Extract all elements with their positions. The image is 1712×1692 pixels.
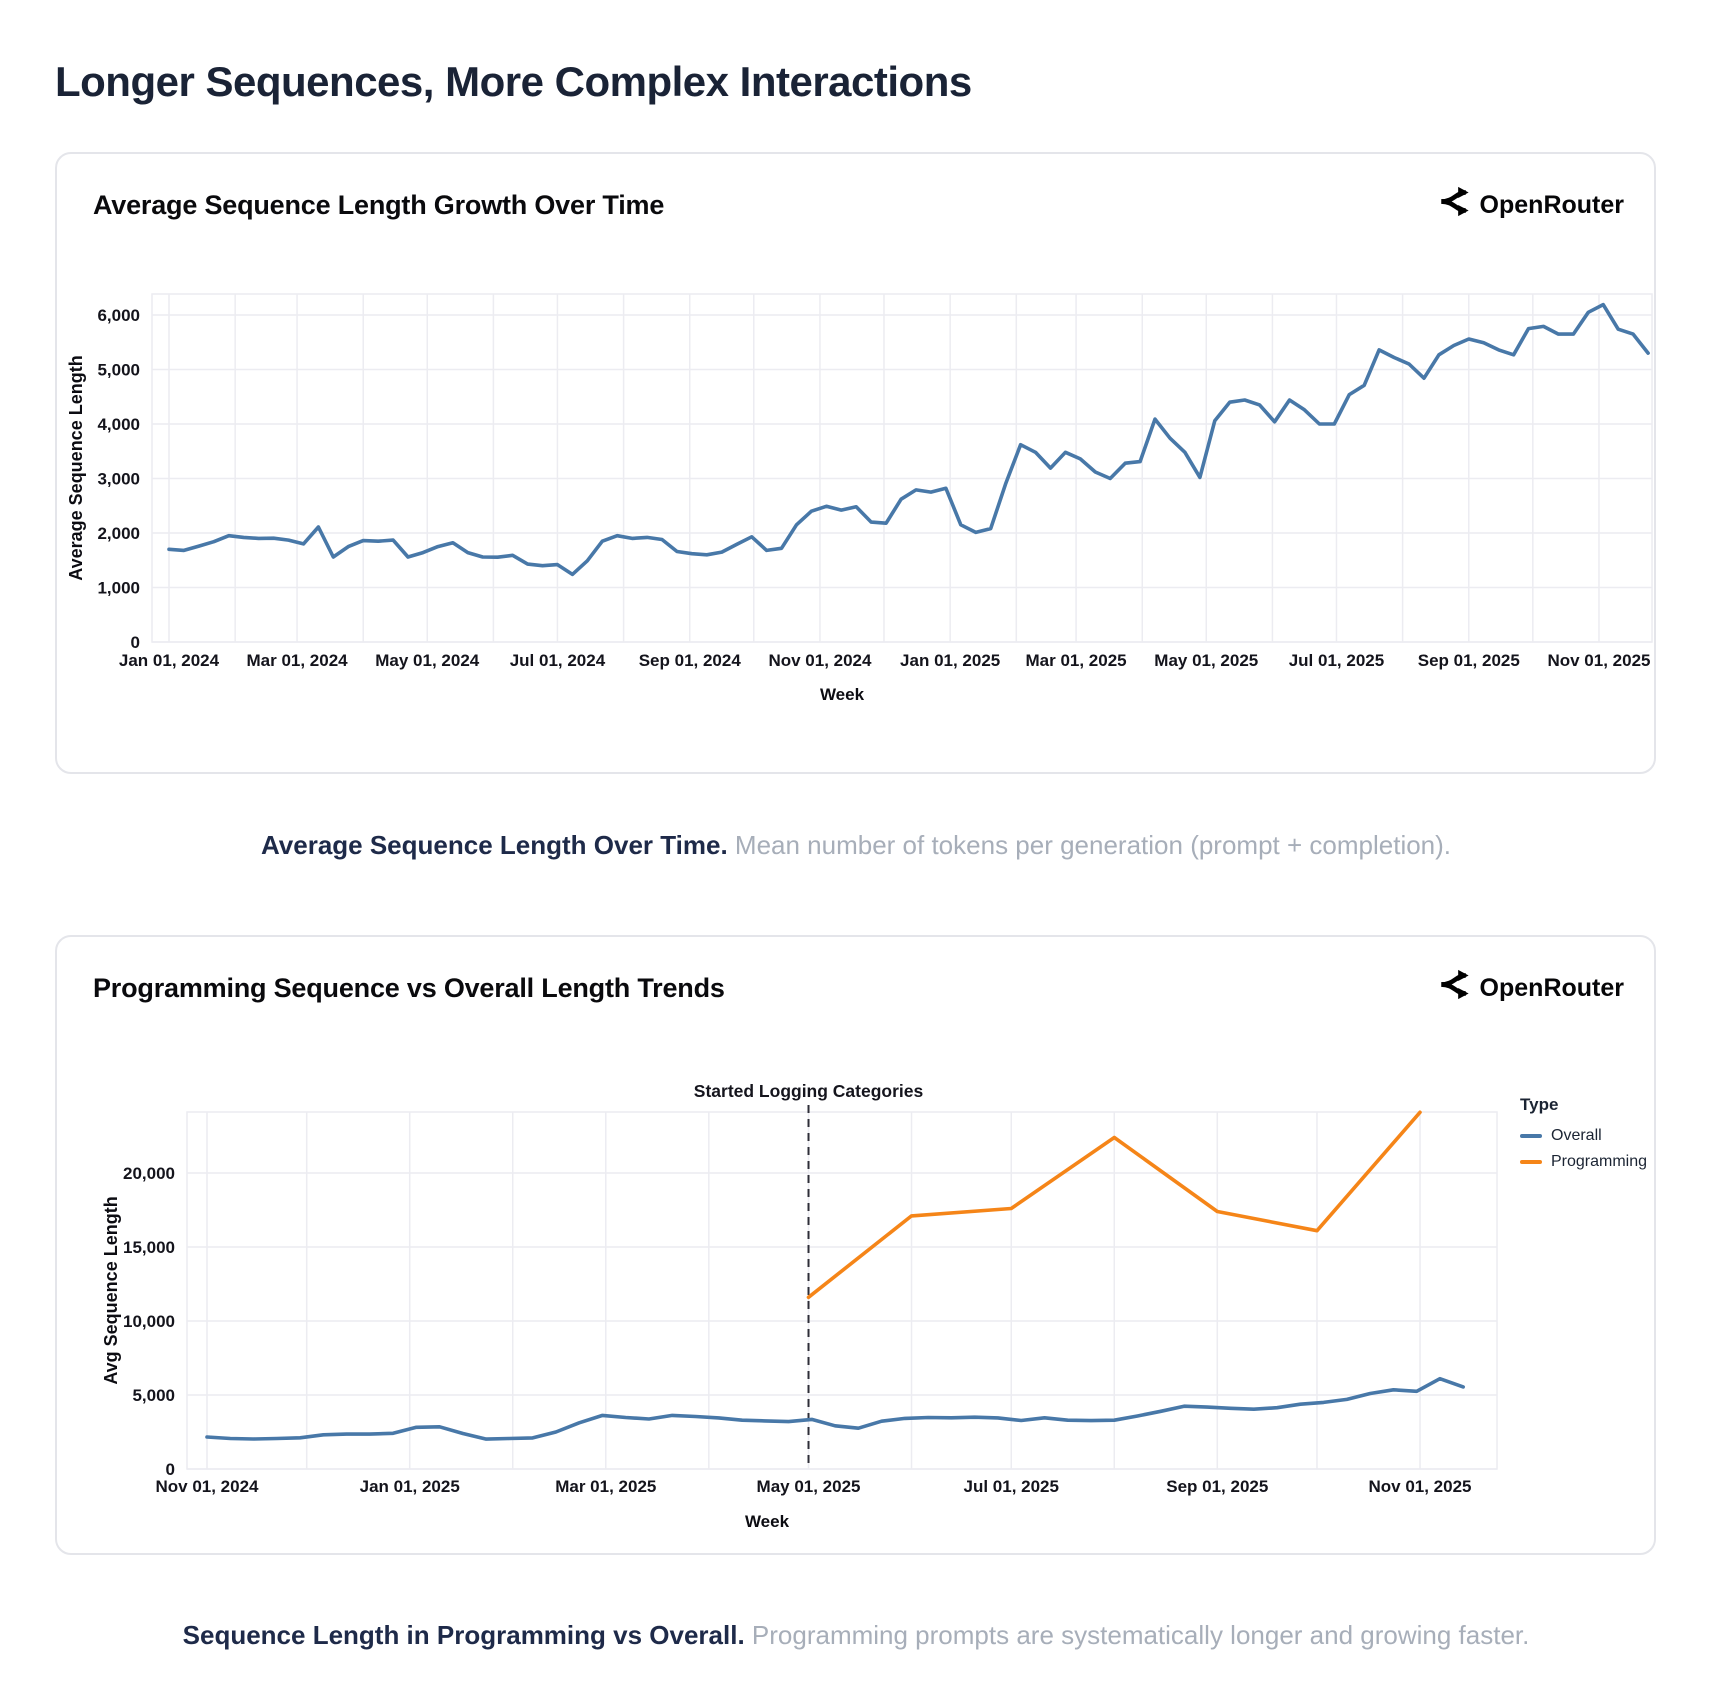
svg-text:4,000: 4,000 [97,414,140,434]
openrouter-brand-label: OpenRouter [1479,190,1624,219]
svg-text:2,000: 2,000 [97,523,140,543]
svg-text:Sep 01, 2025: Sep 01, 2025 [1166,1477,1269,1496]
svg-text:Nov 01, 2025: Nov 01, 2025 [1547,651,1651,670]
caption-rest-text: Mean number of tokens per generation (prompt + completion). [727,830,1452,860]
openrouter-logo-icon [1438,186,1469,224]
svg-text:0: 0 [130,633,140,652]
openrouter-brand [1438,969,1624,1007]
svg-text:May 01, 2024: May 01, 2024 [375,651,480,670]
series-line-overall [207,1379,1463,1439]
series-line-overall [169,305,1648,575]
chart-title: Programming Sequence vs Overall Length Trends [93,972,725,1003]
openrouter-brand-label: OpenRouter [1479,973,1624,1002]
programming-line-swatch [1520,1160,1542,1164]
svg-text:Avg Sequence Length: Avg Sequence Length [101,1196,121,1385]
svg-text:15,000: 15,000 [123,1238,175,1258]
svg-text:0: 0 [165,1460,175,1479]
svg-text:Jul 01, 2024: Jul 01, 2024 [509,651,606,670]
legend-item-label: Programming [1551,1153,1648,1170]
svg-text:Average Sequence Length: Average Sequence Length [66,355,86,581]
chart-card-sequence-growth [55,152,1656,774]
svg-text:Nov 01, 2024: Nov 01, 2024 [155,1477,259,1496]
svg-text:Started Logging Categories: Started Logging Categories [693,1081,924,1101]
legend-item-label: Overall [1551,1127,1602,1144]
gridlines [187,1112,1497,1469]
svg-text:Sep 01, 2024: Sep 01, 2024 [638,651,741,670]
svg-text:10,000: 10,000 [123,1312,175,1332]
svg-text:3,000: 3,000 [97,469,140,489]
svg-text:Jan 01, 2024: Jan 01, 2024 [118,651,220,670]
chart-legend [1520,1095,1647,1179]
svg-text:Nov 01, 2025: Nov 01, 2025 [1368,1477,1472,1496]
page-title: Longer Sequences, More Complex Interactions [55,58,972,106]
chart-card-programming-vs-overall [55,935,1656,1555]
svg-text:Jul 01, 2025: Jul 01, 2025 [1288,651,1385,670]
legend-title: Type [1520,1095,1559,1114]
programming-vs-overall-chart [57,937,1654,1555]
sequence-length-growth-chart [57,154,1654,772]
legend-item-overall [1520,1127,1647,1145]
overall-line-swatch [1520,1134,1542,1138]
caption-rest-text: Programming prompts are systematically longer and growing faster. [744,1620,1530,1650]
chart-title: Average Sequence Length Growth Over Time [93,189,665,220]
openrouter-logo-icon [1438,969,1469,1007]
svg-text:Week: Week [819,685,865,704]
svg-text:5,000: 5,000 [97,360,140,380]
svg-text:Mar 01, 2024: Mar 01, 2024 [246,651,348,670]
svg-text:Week: Week [744,1512,790,1531]
svg-text:Jan 01, 2025: Jan 01, 2025 [359,1477,460,1496]
svg-text:May 01, 2025: May 01, 2025 [756,1477,861,1496]
caption-sequence-length [0,830,1712,861]
caption-programming-vs-overall [0,1620,1712,1651]
gridlines [152,294,1652,642]
svg-text:5,000: 5,000 [132,1386,175,1406]
svg-text:Sep 01, 2025: Sep 01, 2025 [1417,651,1520,670]
svg-text:May 01, 2025: May 01, 2025 [1154,651,1259,670]
svg-text:Mar 01, 2025: Mar 01, 2025 [555,1477,657,1496]
svg-text:Mar 01, 2025: Mar 01, 2025 [1025,651,1127,670]
svg-text:Nov 01, 2024: Nov 01, 2024 [768,651,872,670]
openrouter-brand [1438,186,1624,224]
caption-bold-text: Sequence Length in Programming vs Overall. [182,1620,745,1650]
svg-text:1,000: 1,000 [97,578,140,598]
svg-text:Jul 01, 2025: Jul 01, 2025 [963,1477,1059,1496]
caption-bold-text: Average Sequence Length Over Time. [260,830,728,860]
svg-text:Jan 01, 2025: Jan 01, 2025 [900,651,1001,670]
svg-text:6,000: 6,000 [97,305,140,325]
legend-item-programming [1520,1153,1647,1171]
svg-text:20,000: 20,000 [123,1164,175,1184]
